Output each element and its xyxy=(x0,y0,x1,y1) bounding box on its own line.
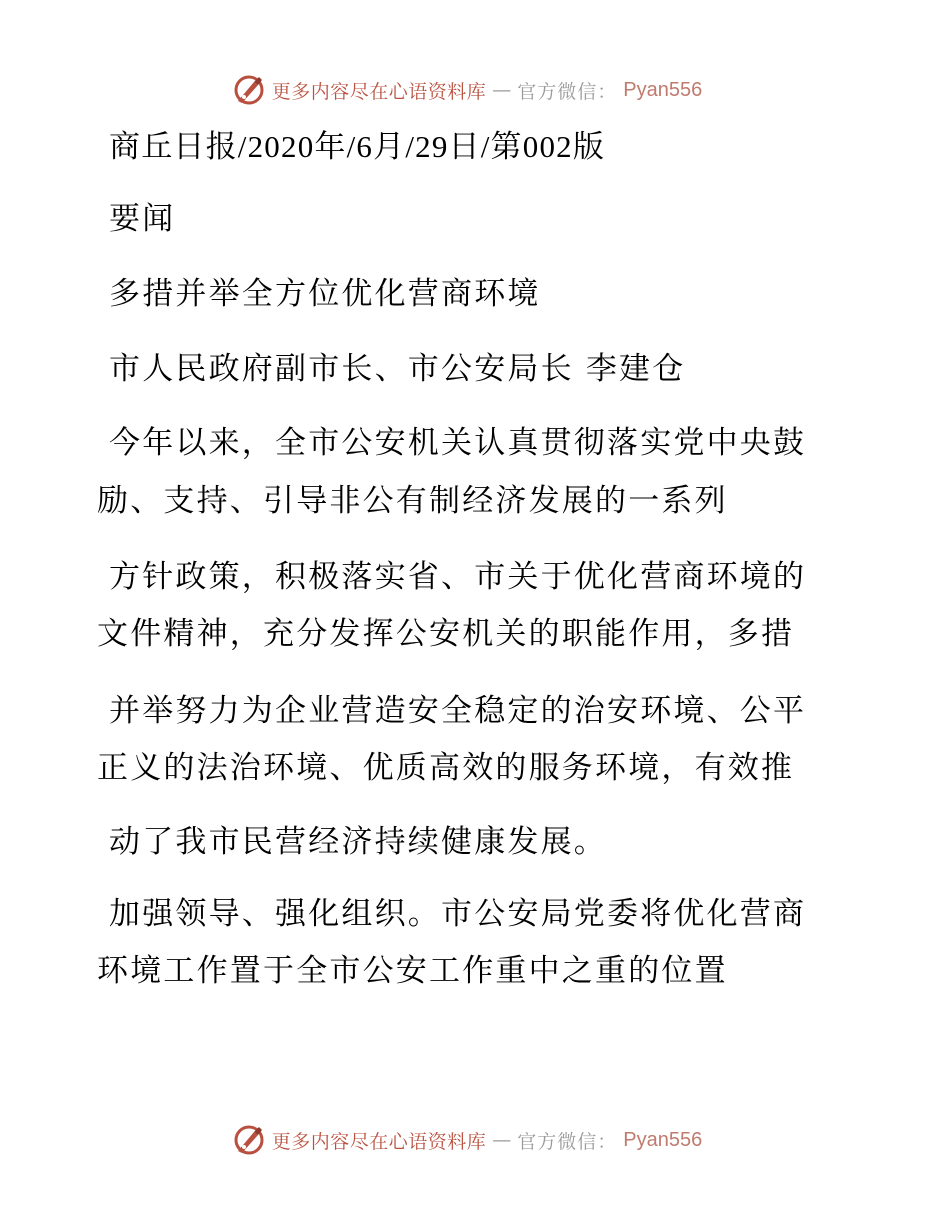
watermark-wechat-label: 官方微信： xyxy=(517,80,618,103)
body-line: 加强领导、强化组织。市公安局党委将优化营商 xyxy=(109,896,807,932)
body-line: 正义的法治环境、优质高效的服务环境，有效推 xyxy=(97,750,795,786)
watermark-wechat-label: 官方微信： xyxy=(517,1130,618,1153)
watermark-dash: — xyxy=(492,1129,512,1151)
watermark-footer xyxy=(0,1120,942,1160)
body-line: 方针政策，积极落实省、市关于优化营商环境的 xyxy=(109,559,807,595)
body-line: 文件精神，充分发挥公安机关的职能作用，多措 xyxy=(97,616,795,652)
watermark-prefix: 更多内容尽在心语资料库 xyxy=(271,1130,487,1153)
watermark-wechat-id: Pyan556 xyxy=(623,1128,703,1151)
pen-seal-logo-icon xyxy=(232,1123,266,1157)
body-line: 并举努力为企业营造安全稳定的治安环境、公平 xyxy=(109,693,807,729)
watermark-wechat-id: Pyan556 xyxy=(623,78,703,101)
section-label: 要闻 xyxy=(109,201,176,237)
body-line: 励、支持、引导非公有制经济发展的一系列 xyxy=(97,483,728,519)
watermark-prefix: 更多内容尽在心语资料库 xyxy=(271,80,487,103)
body-line: 今年以来，全市公安机关认真贯彻落实党中央鼓 xyxy=(109,425,807,461)
watermark-dash: — xyxy=(492,79,512,101)
pen-seal-logo-icon xyxy=(232,73,266,107)
headline: 多措并举全方位优化营商环境 xyxy=(109,276,541,312)
body-line: 环境工作置于全市公安工作重中之重的位置 xyxy=(97,953,728,989)
byline: 市人民政府副市长、市公安局长 李建仓 xyxy=(109,351,686,387)
watermark-header xyxy=(0,70,942,110)
body-line: 动了我市民营经济持续健康发展。 xyxy=(109,824,607,860)
source-line: 商丘日报/2020年/6月/29日/第002版 xyxy=(109,129,606,164)
